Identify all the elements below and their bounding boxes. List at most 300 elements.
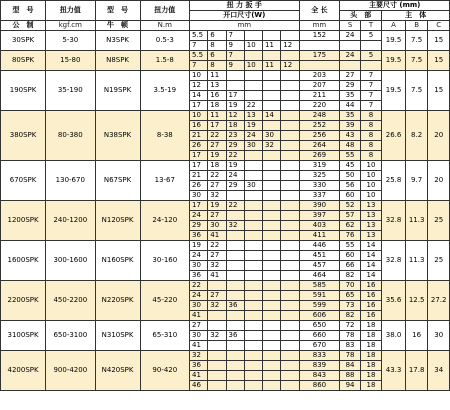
model-cell: 670SPK <box>1 161 46 201</box>
opening-cell: 27 <box>208 291 226 301</box>
head-t-cell: 14 <box>360 251 381 261</box>
head-t-cell: 13 <box>360 211 381 221</box>
opening-cell <box>263 101 281 111</box>
length-cell: 457 <box>299 261 340 271</box>
length-cell: 591 <box>299 291 340 301</box>
opening-cell: 27 <box>208 181 226 191</box>
length-cell: 833 <box>299 351 340 361</box>
header-a: A <box>382 21 406 31</box>
opening-cell: 19 <box>244 121 262 131</box>
length-cell: 211 <box>299 91 340 101</box>
opening-cell <box>244 361 262 371</box>
opening-cell: 22 <box>208 171 226 181</box>
opening-cell <box>263 341 281 351</box>
head-s-cell: 60 <box>340 191 360 201</box>
opening-cell: 22 <box>226 201 244 211</box>
head-t-cell: 13 <box>360 231 381 241</box>
head-s-cell: 72 <box>340 321 360 331</box>
body-c-cell: 15 <box>428 31 450 51</box>
newton-model-cell: N3SPK <box>95 31 140 51</box>
opening-cell: 30 <box>208 221 226 231</box>
torque-kgf-cell: 240-1200 <box>46 201 95 241</box>
body-a-cell: 35.6 <box>382 281 406 321</box>
opening-cell <box>244 251 262 261</box>
opening-cell <box>244 341 262 351</box>
length-cell: 397 <box>299 211 340 221</box>
body-a-cell: 32.8 <box>382 201 406 241</box>
body-a-cell: 26.6 <box>382 111 406 161</box>
opening-cell: 10 <box>244 41 262 51</box>
head-s-cell: 52 <box>340 201 360 211</box>
opening-cell <box>208 321 226 331</box>
opening-cell <box>244 51 262 61</box>
head-s-cell: 83 <box>340 341 360 351</box>
header-t: T <box>360 21 381 31</box>
body-c-cell: 15 <box>428 51 450 71</box>
length-cell: 269 <box>299 151 340 161</box>
opening-cell <box>263 351 281 361</box>
model-cell: 80SPK <box>1 51 46 71</box>
opening-cell: 12 <box>226 111 244 121</box>
opening-cell <box>281 101 299 111</box>
opening-cell <box>208 381 226 391</box>
opening-cell: 9 <box>226 61 244 71</box>
head-s-cell: 55 <box>340 241 360 251</box>
opening-cell: 6 <box>208 51 226 61</box>
header-model: 型 号 <box>1 1 46 21</box>
opening-cell: 9 <box>226 41 244 51</box>
newton-model-cell: N310SPK <box>95 321 140 351</box>
length-cell: 606 <box>299 311 340 321</box>
body-c-cell: 27.2 <box>428 281 450 321</box>
table-row <box>1 111 450 121</box>
torque-kgf-cell: 300-1600 <box>46 241 95 281</box>
length-cell: 839 <box>299 361 340 371</box>
head-t-cell: 8 <box>360 111 381 121</box>
opening-cell: 32 <box>226 221 244 231</box>
torque-nm-cell: 90-420 <box>140 351 189 391</box>
length-cell: 252 <box>299 121 340 131</box>
opening-cell: 32 <box>190 351 208 361</box>
opening-cell <box>263 31 281 41</box>
head-s-cell: 35 <box>340 111 360 121</box>
model-cell: 3100SPK <box>1 321 46 351</box>
head-t-cell: 10 <box>360 191 381 201</box>
head-t-cell: 13 <box>360 201 381 211</box>
opening-cell: 26 <box>190 181 208 191</box>
opening-cell: 8 <box>208 41 226 51</box>
table-row <box>1 71 450 81</box>
torque-kgf-cell: 5-30 <box>46 31 95 51</box>
opening-cell <box>263 161 281 171</box>
length-cell <box>299 61 340 71</box>
opening-cell <box>226 231 244 241</box>
head-s-cell: 45 <box>340 161 360 171</box>
torque-kgf-cell: 450-2200 <box>46 281 95 321</box>
opening-cell <box>263 171 281 181</box>
body-b-cell: 16 <box>405 321 428 351</box>
body-a-cell: 19.5 <box>382 31 406 51</box>
opening-cell: 7 <box>190 41 208 51</box>
opening-cell: 18 <box>226 121 244 131</box>
length-cell: 411 <box>299 231 340 241</box>
opening-cell <box>281 151 299 161</box>
opening-cell: 19 <box>226 161 244 171</box>
torque-nm-cell: 8-38 <box>140 111 189 161</box>
opening-cell: 36 <box>190 231 208 241</box>
opening-cell <box>263 271 281 281</box>
opening-cell <box>263 121 281 131</box>
header-opening: 开口尺寸(W) <box>190 11 300 21</box>
opening-cell: 27 <box>190 321 208 331</box>
head-t-cell: 8 <box>360 141 381 151</box>
head-s-cell: 57 <box>340 211 360 221</box>
table-row <box>1 201 450 211</box>
opening-cell <box>281 271 299 281</box>
length-cell: 650 <box>299 321 340 331</box>
opening-cell <box>281 131 299 141</box>
head-t-cell: 18 <box>360 371 381 381</box>
head-t-cell: 5 <box>360 31 381 41</box>
length-cell: 403 <box>299 221 340 231</box>
opening-cell <box>244 311 262 321</box>
head-t-cell: 14 <box>360 271 381 281</box>
opening-cell: 41 <box>190 341 208 351</box>
length-cell: 325 <box>299 171 340 181</box>
opening-cell <box>281 121 299 131</box>
opening-cell <box>281 161 299 171</box>
body-b-cell: 8.2 <box>405 111 428 161</box>
head-s-cell: 84 <box>340 361 360 371</box>
opening-cell <box>244 271 262 281</box>
opening-cell <box>263 81 281 91</box>
table-row <box>1 31 450 41</box>
table-row <box>1 161 450 171</box>
opening-cell: 11 <box>263 61 281 71</box>
newton-model-cell: N160SPK <box>95 241 140 281</box>
opening-cell <box>226 361 244 371</box>
opening-cell: 13 <box>208 81 226 91</box>
head-s-cell: 24 <box>340 51 360 61</box>
opening-cell: 41 <box>208 271 226 281</box>
opening-cell <box>244 191 262 201</box>
opening-cell: 30 <box>263 131 281 141</box>
opening-cell: 7 <box>226 51 244 61</box>
opening-cell <box>263 181 281 191</box>
torque-nm-cell: 30-160 <box>140 241 189 281</box>
opening-cell: 21 <box>190 131 208 141</box>
opening-cell: 30 <box>190 331 208 341</box>
opening-cell <box>281 261 299 271</box>
header-body: 主 体 <box>382 11 450 21</box>
opening-cell: 30 <box>190 301 208 311</box>
opening-cell <box>226 321 244 331</box>
opening-cell: 19 <box>208 201 226 211</box>
opening-cell: 7 <box>190 61 208 71</box>
head-t-cell: 16 <box>360 281 381 291</box>
head-s-cell: 94 <box>340 381 360 391</box>
opening-cell: 6 <box>208 31 226 41</box>
head-s-cell: 65 <box>340 291 360 301</box>
opening-cell <box>244 201 262 211</box>
header-unit-nm: N.m <box>140 21 189 31</box>
opening-cell <box>244 351 262 361</box>
opening-cell <box>281 301 299 311</box>
head-s-cell: 66 <box>340 261 360 271</box>
opening-cell <box>208 361 226 371</box>
opening-cell <box>226 261 244 271</box>
body-c-cell: 30 <box>428 321 450 351</box>
opening-cell <box>281 181 299 191</box>
body-c-cell: 25 <box>428 241 450 281</box>
opening-cell: 12 <box>281 61 299 71</box>
opening-cell <box>226 371 244 381</box>
header-c: C <box>428 21 450 31</box>
opening-cell: 27 <box>208 211 226 221</box>
torque-kgf-cell: 650-3100 <box>46 321 95 351</box>
opening-cell: 32 <box>263 141 281 151</box>
head-t-cell: 8 <box>360 121 381 131</box>
head-s-cell: 24 <box>340 31 360 41</box>
head-t-cell: 18 <box>360 341 381 351</box>
length-cell: 319 <box>299 161 340 171</box>
length-cell: 599 <box>299 301 340 311</box>
header-unit-kgf: kgf.cm <box>46 21 95 31</box>
head-t-cell: 18 <box>360 331 381 341</box>
head-s-cell: 82 <box>340 311 360 321</box>
opening-cell: 32 <box>208 191 226 201</box>
opening-cell <box>263 371 281 381</box>
body-b-cell: 11.3 <box>405 201 428 241</box>
head-s-cell: 62 <box>340 221 360 231</box>
opening-cell: 14 <box>190 91 208 101</box>
opening-cell <box>281 211 299 221</box>
head-s-cell: 44 <box>340 101 360 111</box>
head-t-cell <box>360 41 381 51</box>
opening-cell: 23 <box>226 131 244 141</box>
opening-cell <box>244 81 262 91</box>
opening-cell: 24 <box>190 251 208 261</box>
opening-cell: 24 <box>226 171 244 181</box>
opening-cell: 22 <box>208 131 226 141</box>
head-s-cell: 78 <box>340 331 360 341</box>
opening-cell <box>244 171 262 181</box>
opening-cell: 14 <box>263 111 281 121</box>
opening-cell: 24 <box>190 211 208 221</box>
opening-cell <box>263 191 281 201</box>
opening-cell <box>263 211 281 221</box>
head-t-cell: 16 <box>360 301 381 311</box>
opening-cell <box>208 341 226 351</box>
head-s-cell: 48 <box>340 141 360 151</box>
torque-nm-cell: 3.5-19 <box>140 71 189 111</box>
length-cell: 464 <box>299 271 340 281</box>
opening-cell <box>244 31 262 41</box>
table-row <box>1 351 450 361</box>
table-row <box>1 321 450 331</box>
header-model-2: 型 号 <box>95 1 140 21</box>
torque-nm-cell: 24-120 <box>140 201 189 241</box>
opening-cell <box>281 171 299 181</box>
body-b-cell: 17.8 <box>405 351 428 391</box>
opening-cell <box>281 231 299 241</box>
head-t-cell <box>360 61 381 71</box>
opening-cell <box>226 341 244 351</box>
header-std: 公 制 <box>1 21 46 31</box>
opening-cell <box>281 321 299 331</box>
table-body <box>1 31 450 391</box>
length-cell: 390 <box>299 201 340 211</box>
head-t-cell: 18 <box>360 381 381 391</box>
body-a-cell: 25.8 <box>382 161 406 201</box>
head-t-cell: 7 <box>360 81 381 91</box>
header-mm-length: mm <box>299 21 340 31</box>
body-b-cell: 9.7 <box>405 161 428 201</box>
head-s-cell: 70 <box>340 281 360 291</box>
opening-cell: 17 <box>190 101 208 111</box>
opening-cell: 30 <box>190 191 208 201</box>
opening-cell <box>281 31 299 41</box>
head-s-cell: 55 <box>340 151 360 161</box>
opening-cell <box>244 301 262 311</box>
torque-kgf-cell: 80-380 <box>46 111 95 161</box>
opening-cell <box>208 311 226 321</box>
length-cell: 670 <box>299 341 340 351</box>
torque-kgf-cell: 900-4200 <box>46 351 95 391</box>
body-b-cell: 7.5 <box>405 31 428 51</box>
opening-cell <box>281 381 299 391</box>
body-c-cell: 34 <box>428 351 450 391</box>
header-s: S <box>340 21 360 31</box>
opening-cell: 19 <box>226 101 244 111</box>
head-s-cell: 73 <box>340 301 360 311</box>
opening-cell <box>281 141 299 151</box>
opening-cell <box>263 311 281 321</box>
opening-cell <box>281 91 299 101</box>
opening-cell <box>281 221 299 231</box>
head-t-cell: 10 <box>360 171 381 181</box>
body-a-cell: 19.5 <box>382 71 406 111</box>
opening-cell: 17 <box>190 201 208 211</box>
opening-cell <box>244 331 262 341</box>
opening-cell <box>263 361 281 371</box>
opening-cell: 5.5 <box>190 31 208 41</box>
length-cell: 248 <box>299 111 340 121</box>
opening-cell <box>281 111 299 121</box>
opening-cell <box>244 381 262 391</box>
header-length: 全 长 <box>299 1 340 21</box>
opening-cell <box>281 331 299 341</box>
opening-cell <box>281 371 299 381</box>
torque-nm-cell: 0.5-3 <box>140 31 189 51</box>
opening-cell: 19 <box>208 151 226 161</box>
body-b-cell: 12.5 <box>405 281 428 321</box>
opening-cell: 22 <box>208 241 226 251</box>
head-t-cell: 10 <box>360 181 381 191</box>
head-s-cell: 76 <box>340 231 360 241</box>
opening-cell: 12 <box>190 81 208 91</box>
head-s-cell <box>340 41 360 51</box>
body-a-cell: 32.8 <box>382 241 406 281</box>
header-row-3 <box>1 21 450 31</box>
opening-cell <box>281 291 299 301</box>
opening-cell <box>281 201 299 211</box>
opening-cell <box>244 71 262 81</box>
head-s-cell: 88 <box>340 371 360 381</box>
opening-cell: 12 <box>281 41 299 51</box>
torque-nm-cell: 1.5-8 <box>140 51 189 71</box>
opening-cell <box>281 191 299 201</box>
opening-cell <box>226 241 244 251</box>
opening-cell <box>226 351 244 361</box>
opening-cell: 30 <box>244 141 262 151</box>
opening-cell <box>263 221 281 231</box>
head-s-cell: 43 <box>340 131 360 141</box>
opening-cell <box>263 381 281 391</box>
torque-nm-cell: 65-310 <box>140 321 189 351</box>
opening-cell <box>244 161 262 171</box>
opening-cell <box>226 281 244 291</box>
length-cell: 446 <box>299 241 340 251</box>
header-torque-2: 扭力值 <box>140 1 189 21</box>
opening-cell: 11 <box>208 71 226 81</box>
torque-kgf-cell: 15-80 <box>46 51 95 71</box>
head-t-cell: 13 <box>360 221 381 231</box>
model-cell: 190SPK <box>1 71 46 111</box>
length-cell: 264 <box>299 141 340 151</box>
body-c-cell: 15 <box>428 71 450 111</box>
opening-cell: 30 <box>190 261 208 271</box>
head-t-cell: 7 <box>360 101 381 111</box>
opening-cell <box>244 241 262 251</box>
head-t-cell: 7 <box>360 71 381 81</box>
opening-cell <box>263 291 281 301</box>
head-s-cell <box>340 61 360 71</box>
opening-cell: 32 <box>208 261 226 271</box>
opening-cell <box>244 371 262 381</box>
opening-cell: 17 <box>190 151 208 161</box>
opening-cell <box>281 251 299 261</box>
head-t-cell: 18 <box>360 361 381 371</box>
head-t-cell: 8 <box>360 131 381 141</box>
opening-cell: 16 <box>190 121 208 131</box>
opening-cell: 29 <box>226 141 244 151</box>
opening-cell: 41 <box>208 231 226 241</box>
opening-cell: 10 <box>244 61 262 71</box>
opening-cell <box>226 211 244 221</box>
opening-cell: 17 <box>226 91 244 101</box>
length-cell: 203 <box>299 71 340 81</box>
model-cell: 4200SPK <box>1 351 46 391</box>
opening-cell: 19 <box>190 241 208 251</box>
table-header <box>1 1 450 31</box>
length-cell: 220 <box>299 101 340 111</box>
opening-cell <box>226 251 244 261</box>
opening-cell: 7 <box>226 31 244 41</box>
torque-nm-cell: 45-220 <box>140 281 189 321</box>
body-a-cell: 19.5 <box>382 51 406 71</box>
opening-cell <box>263 321 281 331</box>
head-t-cell: 18 <box>360 351 381 361</box>
newton-model-cell: N120SPK <box>95 201 140 241</box>
opening-cell: 36 <box>190 271 208 281</box>
opening-cell <box>263 251 281 261</box>
head-s-cell: 27 <box>340 71 360 81</box>
model-cell: 30SPK <box>1 31 46 51</box>
head-s-cell: 60 <box>340 251 360 261</box>
table-row <box>1 241 450 251</box>
header-newton: 牛 顿 <box>95 21 140 31</box>
